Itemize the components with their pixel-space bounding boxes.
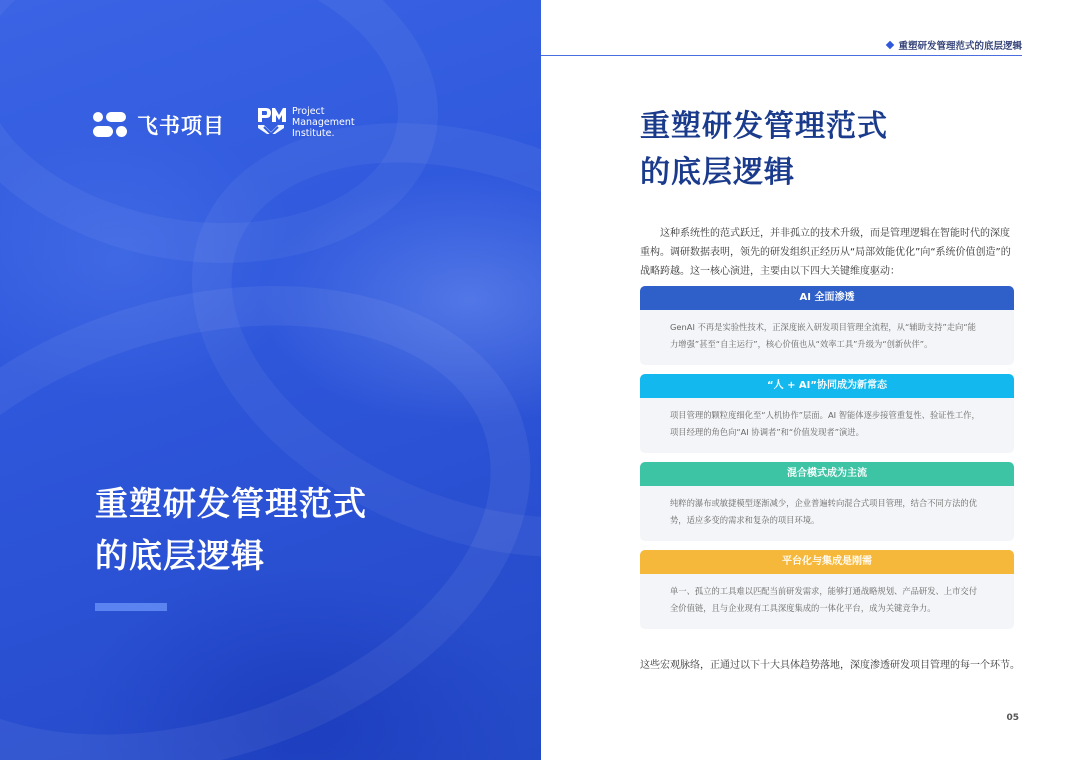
card-body: GenAI 不再是实验性技术，正深度嵌入研发项目管理全流程，从“辅助支持”走向“能力增强”甚至“自主运行”，核心价值也从“效率工具”升级为“创新伙伴”。	[670, 322, 976, 349]
cover-title-line-1: 重塑研发管理范式	[95, 484, 367, 523]
card-body: 纯粹的瀑布或敏捷模型逐渐减少，企业普遍转向混合式项目管理，结合不同方法的优势，适应多变的需求和复杂的项目环境。	[670, 498, 977, 525]
feishu-logo-icon	[93, 112, 127, 138]
pmi-word-institute: Institute.	[292, 128, 335, 139]
cover-title	[95, 478, 367, 582]
driver-card-platform	[640, 550, 1014, 629]
content-page	[541, 0, 1080, 760]
diamond-icon	[886, 41, 894, 49]
page-title-line-2: 的底层逻辑	[640, 155, 795, 190]
running-head-text: 重塑研发管理范式的底层逻辑	[898, 41, 1022, 52]
pmi-wordmark	[292, 106, 355, 139]
pmi-word-project: Project	[292, 106, 325, 117]
page-title	[640, 104, 888, 196]
running-head	[887, 38, 1022, 52]
card-heading: AI 全面渗透	[640, 286, 1014, 310]
page-number: 05	[1006, 713, 1019, 723]
pmi-logo	[256, 106, 355, 139]
card-heading: 混合模式成为主流	[640, 462, 1014, 486]
cover-accent-bar	[95, 603, 167, 611]
card-heading: “人 + AI”协同成为新常态	[640, 374, 1014, 398]
driver-card-ai	[640, 286, 1014, 365]
card-body: 单一、孤立的工具难以匹配当前研发需求，能够打通战略规划、产品研发、上市交付全价值链，且与企业现有工具深度集成的一体化平台，成为关键竞争力。	[670, 586, 977, 613]
feishu-project-logo	[93, 110, 225, 140]
driver-card-hybrid	[640, 462, 1014, 541]
driver-cards	[640, 286, 1014, 638]
card-body: 项目管理的颗粒度细化至“人机协作”层面。AI 智能体逐步接管重复性、验证性工作，项目经理的角色向“AI 协调者”和“价值发现者”演进。	[670, 410, 980, 437]
intro-paragraph	[640, 224, 1016, 281]
page-title-line-1: 重塑研发管理范式	[640, 109, 888, 144]
card-heading: 平台化与集成是刚需	[640, 550, 1014, 574]
intro-text: 这种系统性的范式跃迁，并非孤立的技术升级，而是管理逻辑在智能时代的深度重构。调研数据表明，领先的研发组织正经历从“局部效能优化”向“系统价值创造”的战略跨越。这一核心演进，主要由以下四大关键维度驱动：	[640, 228, 1011, 277]
pmi-word-management: Management	[292, 117, 355, 128]
pmi-logo-icon	[256, 106, 286, 136]
driver-card-human-ai	[640, 374, 1014, 453]
header-rule	[541, 55, 1022, 56]
cover-title-line-2: 的底层逻辑	[95, 536, 265, 575]
feishu-brand-name: 飞书项目	[137, 114, 225, 138]
conclusion-text: 这些宏观脉络，正通过以下十大具体趋势落地，深度渗透研发项目管理的每一个环节。	[640, 660, 1020, 671]
